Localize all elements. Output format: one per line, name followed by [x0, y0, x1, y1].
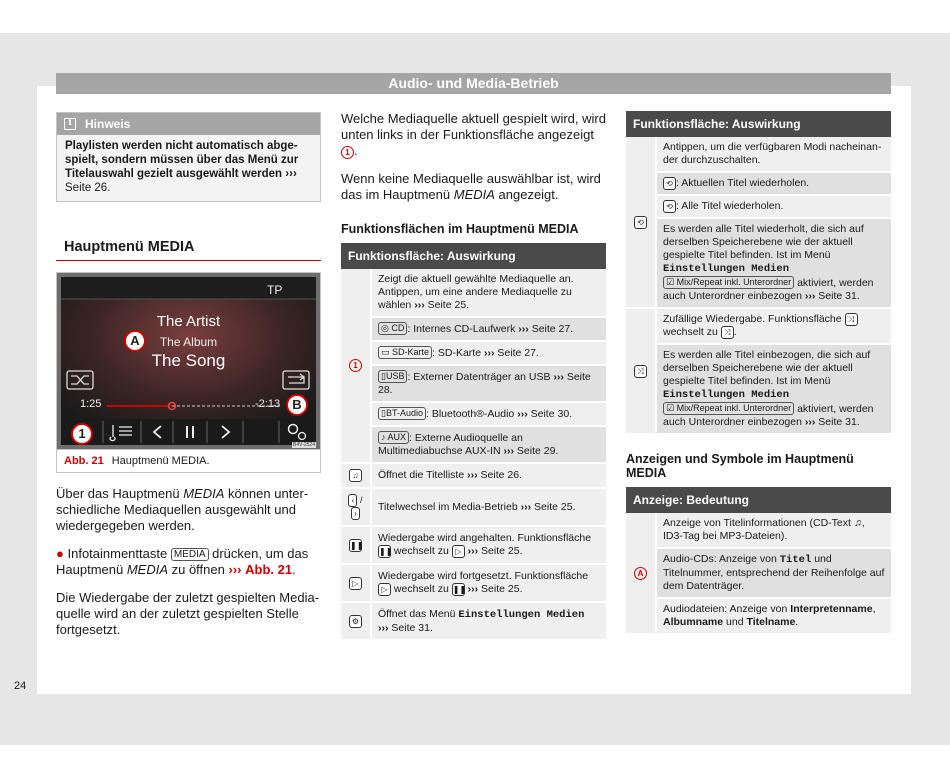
- top-margin: [0, 0, 950, 33]
- play-symbol: [341, 564, 371, 602]
- caption-text: Hauptmenü MEDIA.: [111, 455, 210, 467]
- callout-1: 1: [71, 423, 93, 445]
- note-heading: Hinweis: [85, 117, 131, 131]
- mix-repeat-checkbox: ☑ Mix/Repeat inkl. Unterordner: [663, 276, 794, 289]
- row-track-change: Titelwechsel im Media-Betrieb ››› Seite 25.: [371, 488, 606, 526]
- play-icon: ▷: [349, 577, 362, 590]
- mix-repeat-checkbox: ☑ Mix/Repeat inkl. Unterordner: [663, 402, 794, 415]
- row-repeat-intro: Antippen, um die verfügbaren Modi nacheinander durchzuschalten.: [656, 137, 891, 172]
- note-text: Playlisten werden nicht automatisch abgespielt, sondern müssen über das Menü zur Titelauswahl gezielt ausgewählt werden: [65, 140, 299, 180]
- figure-21: [56, 272, 321, 473]
- row-display-audio-cd: Audio-CDs: Anzeige von Titel und Titelnummer, entsprechend der Reihenfolge auf dem Datenträger.: [656, 548, 891, 598]
- pause-icon: ❚❚: [350, 540, 364, 550]
- row-shuffle-folder: Es werden alle Titel einbezogen, die sich auf derselben Speicherebene wie der aktuell gespielte Titel befinden. Ist im Menü Einstellungen Medien ☑ Mix/Repeat inkl. Unterordner aktiviert, werden auch Unterordner einbezogen ››› Seite 31.: [656, 344, 891, 434]
- display-table-title: Anzeigen und Symbole im Hauptmenü MEDIA: [626, 452, 854, 480]
- row-source-intro: Zeigt die aktuell gewählte Mediaquelle an. Antippen, um eine andere Mediaquelle zu wählen ››› Seite 25.: [371, 269, 606, 317]
- row-source-usb: ▯USB : Externer Datenträger an USB ››› Seite 28.: [371, 365, 606, 402]
- no-source-paragraph: Wenn keine Mediaquelle auswählbar ist, wird das im Hauptmenü MEDIA angezeigt.: [341, 171, 601, 202]
- settings-icon: ⚙: [349, 615, 362, 628]
- screen-album: The Album: [159, 335, 218, 349]
- callout-1-ref: 1: [341, 146, 354, 159]
- infotainment-screen: [57, 273, 320, 449]
- row-shuffle: Zufällige Wiedergabe. Funktionsfläche ⤨ wechselt zu ⤨ .: [656, 308, 891, 344]
- row-repeat-folder: Es werden alle Titel wiederholt, die sich auf derselben Speicherebene wie der aktuell gespielte Titel befinden. Ist im Menü Einstellungen Medien ☑ Mix/Repeat inkl. Unterordner aktiviert, werden auch Unterordner einbezogen ››› Seite 31.: [656, 218, 891, 308]
- functions-table: [341, 243, 606, 641]
- intro-paragraph: Über das Hauptmenü MEDIA können unterschiedliche Mediaquellen ausgewählt und wiedergegeben werden.: [56, 486, 309, 533]
- titlelist-symbol: [341, 463, 371, 488]
- repeat-icon: ⟲: [634, 216, 647, 229]
- repeat-one-icon: ⟲: [663, 177, 676, 190]
- figure-ref-link[interactable]: Abb. 21: [245, 562, 293, 577]
- tp-indicator: TP: [267, 283, 283, 297]
- pause-icon: ❚❚: [379, 547, 393, 556]
- note-ref-link[interactable]: Seite 26.: [65, 182, 111, 194]
- cd-text-icon: ♫: [853, 517, 862, 529]
- row-source-sd: ▭ SD-Karte : SD-Karte ››› Seite 27.: [371, 341, 606, 365]
- instruction-bullet: ● Infotainmenttaste MEDIA drücken, um das Hauptmenü MEDIA zu öffnen ››› Abb. 21.: [56, 546, 309, 577]
- next-track-icon: ›: [351, 507, 360, 520]
- functions-table-header: Funktionsfläche: Auswirkung: [341, 243, 606, 269]
- functions-table-title: Funktionsflächen im Hauptmenü MEDIA: [341, 222, 579, 236]
- play-icon: ▷: [378, 583, 391, 596]
- screen-artist: The Artist: [156, 313, 221, 330]
- note-body: [57, 135, 320, 201]
- settings-symbol: [341, 602, 371, 640]
- source-paragraph: Welche Mediaquelle aktuell gespielt wird, wird unten links in der Funktionsfläche angezeigt 1 .: [341, 111, 606, 158]
- shuffle-icon: ⤨: [634, 365, 647, 378]
- note-box: [56, 112, 321, 202]
- row-titlelist: Öffnet die Titelliste ››› Seite 26.: [371, 463, 606, 488]
- row-repeat-one: ⟲ : Aktuellen Titel wiederholen.: [656, 172, 891, 195]
- page-number: 24: [14, 680, 27, 692]
- aux-icon: ♪ AUX: [378, 431, 409, 444]
- resume-paragraph: Die Wiedergabe der zuletzt gespielten Mediaquelle wird an der zuletzt gespielten Stelle fortgesetzt.: [56, 590, 320, 637]
- shuffle-symbol: [626, 308, 656, 434]
- pause-symbol: [341, 526, 371, 564]
- callout-a: A: [124, 330, 146, 352]
- row-repeat-all: ⟲ : Alle Titel wiederholen.: [656, 195, 891, 218]
- display-table-header: Anzeige: Bedeutung: [626, 487, 891, 513]
- chapter-banner: Audio- und Media-Betrieb: [56, 73, 891, 94]
- right-column: [626, 111, 891, 635]
- media-key: MEDIA: [171, 548, 209, 561]
- row-display-info: Anzeige von Titelinformationen (CD-Text ♫, ID3-Tag bei MP3-Dateien).: [656, 513, 891, 548]
- screen-song: The Song: [151, 351, 226, 370]
- section-title: Hauptmenü MEDIA: [56, 239, 321, 261]
- note-header: [57, 113, 320, 135]
- info-icon: i: [64, 118, 76, 130]
- bt-audio-icon: ▯BT-Audio: [378, 407, 426, 420]
- figure-code: B4V-2524: [293, 442, 315, 448]
- repeat-symbol: [626, 137, 656, 308]
- row-source-bt: ▯BT-Audio : Bluetooth®-Audio ››› Seite 30.: [371, 402, 606, 426]
- row-source-aux: ♪ AUX : Externe Audioquelle an Multimediabuchse AUX-IN ››› Seite 29.: [371, 426, 606, 463]
- display-symbol-a: A: [626, 513, 656, 634]
- caption-label: Abb. 21: [64, 455, 104, 467]
- left-column: [56, 112, 321, 638]
- row-play: Wiedergabe wird fortgesetzt. Funktionsfläche ▷ wechselt zu ❚❚ ››› Seite 25.: [371, 564, 606, 602]
- track-symbol: ‹ / ›: [341, 488, 371, 526]
- repeat-table-header: Funktionsfläche: Auswirkung: [626, 111, 891, 137]
- repeat-shuffle-table: [626, 111, 891, 435]
- play-icon: ▷: [452, 545, 465, 558]
- row-pause: Wiedergabe wird angehalten. Funktionsfläche ❚❚ wechselt zu ▷ ››› Seite 25.: [371, 526, 606, 564]
- row-display-audio-files: Audiodateien: Anzeige von Interpretenname, Albumname und Titelname.: [656, 598, 891, 634]
- display-table: [626, 487, 891, 635]
- row-settings: Öffnet das Menü Einstellungen Medien ››› Seite 31.: [371, 602, 606, 640]
- callout-b: B: [286, 394, 308, 416]
- shuffle-folder-icon: ⤨: [721, 326, 734, 339]
- time-elapsed: 1:25: [80, 398, 102, 410]
- repeat-all-icon: ⟲: [663, 200, 676, 213]
- middle-column: [341, 111, 606, 641]
- time-remaining: -2:13: [255, 398, 281, 410]
- sd-card-icon: ▭ SD-Karte: [378, 346, 432, 359]
- row-source-cd: ◎ CD : Internes CD-Laufwerk ››› Seite 27.: [371, 317, 606, 341]
- cd-icon: ◎ CD: [378, 322, 407, 335]
- ref-arrow: ›››: [285, 168, 297, 180]
- shuffle-icon: ⤨: [845, 313, 858, 326]
- titlelist-icon: ♫: [349, 469, 362, 482]
- figure-caption: [57, 449, 320, 472]
- row-source-symbol: 1: [341, 269, 371, 463]
- usb-icon: ▯USB: [378, 370, 407, 383]
- bullet-dot: ●: [56, 546, 64, 561]
- pause-icon: ❚❚: [452, 585, 467, 594]
- prev-track-icon: ‹: [348, 494, 357, 507]
